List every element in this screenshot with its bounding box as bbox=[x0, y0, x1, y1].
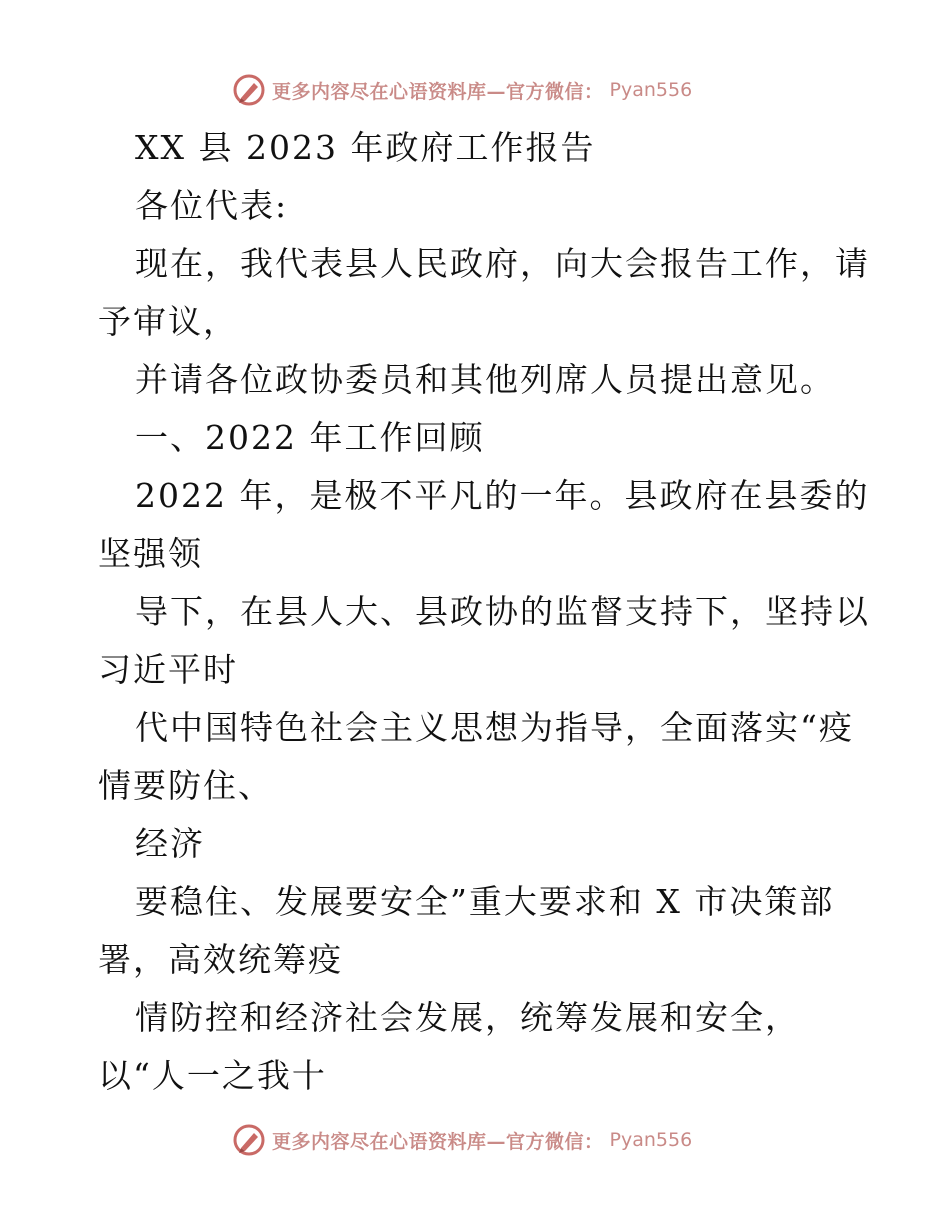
text-line: 予审议， bbox=[98, 302, 238, 341]
text-line: 各位代表: bbox=[135, 186, 289, 225]
text-line: 坚强领 bbox=[98, 534, 203, 573]
text-line: 2022 年，是极不平凡的一年。县政府在县委的 bbox=[135, 476, 870, 515]
pen-logo-icon bbox=[232, 1123, 266, 1157]
text-line: 情防控和经济社会发展，统筹发展和安全， bbox=[135, 998, 800, 1037]
section-heading: 一、2022 年工作回顾 bbox=[135, 418, 485, 457]
footer-watermark bbox=[232, 1120, 732, 1160]
report-title: XX 县 2023 年政府工作报告 bbox=[135, 128, 596, 167]
watermark-text: 更多内容尽在心语资料库—官方微信： bbox=[272, 80, 604, 103]
text-line: 署，高效统筹疫 bbox=[98, 940, 343, 979]
text-line: 要稳住、发展要安全”重大要求和 X 市决策部 bbox=[135, 882, 835, 921]
text-line: 经济 bbox=[135, 824, 205, 863]
text-line: 情要防住、 bbox=[98, 766, 273, 805]
pen-logo-icon bbox=[232, 73, 266, 107]
watermark-account: Pyan556 bbox=[609, 79, 693, 101]
text-line: 代中国特色社会主义思想为指导，全面落实“疫 bbox=[135, 708, 854, 747]
text-line: 习近平时 bbox=[98, 650, 238, 689]
text-line: 现在，我代表县人民政府，向大会报告工作，请 bbox=[135, 244, 870, 283]
watermark-account: Pyan556 bbox=[609, 1129, 693, 1151]
text-line: 以“人一之我十 bbox=[98, 1056, 327, 1095]
text-line: 并请各位政协委员和其他列席人员提出意见。 bbox=[135, 360, 835, 399]
header-watermark bbox=[232, 70, 732, 110]
watermark-text: 更多内容尽在心语资料库—官方微信： bbox=[272, 1130, 604, 1153]
text-line: 导下，在县人大、县政协的监督支持下，坚持以 bbox=[135, 592, 870, 631]
